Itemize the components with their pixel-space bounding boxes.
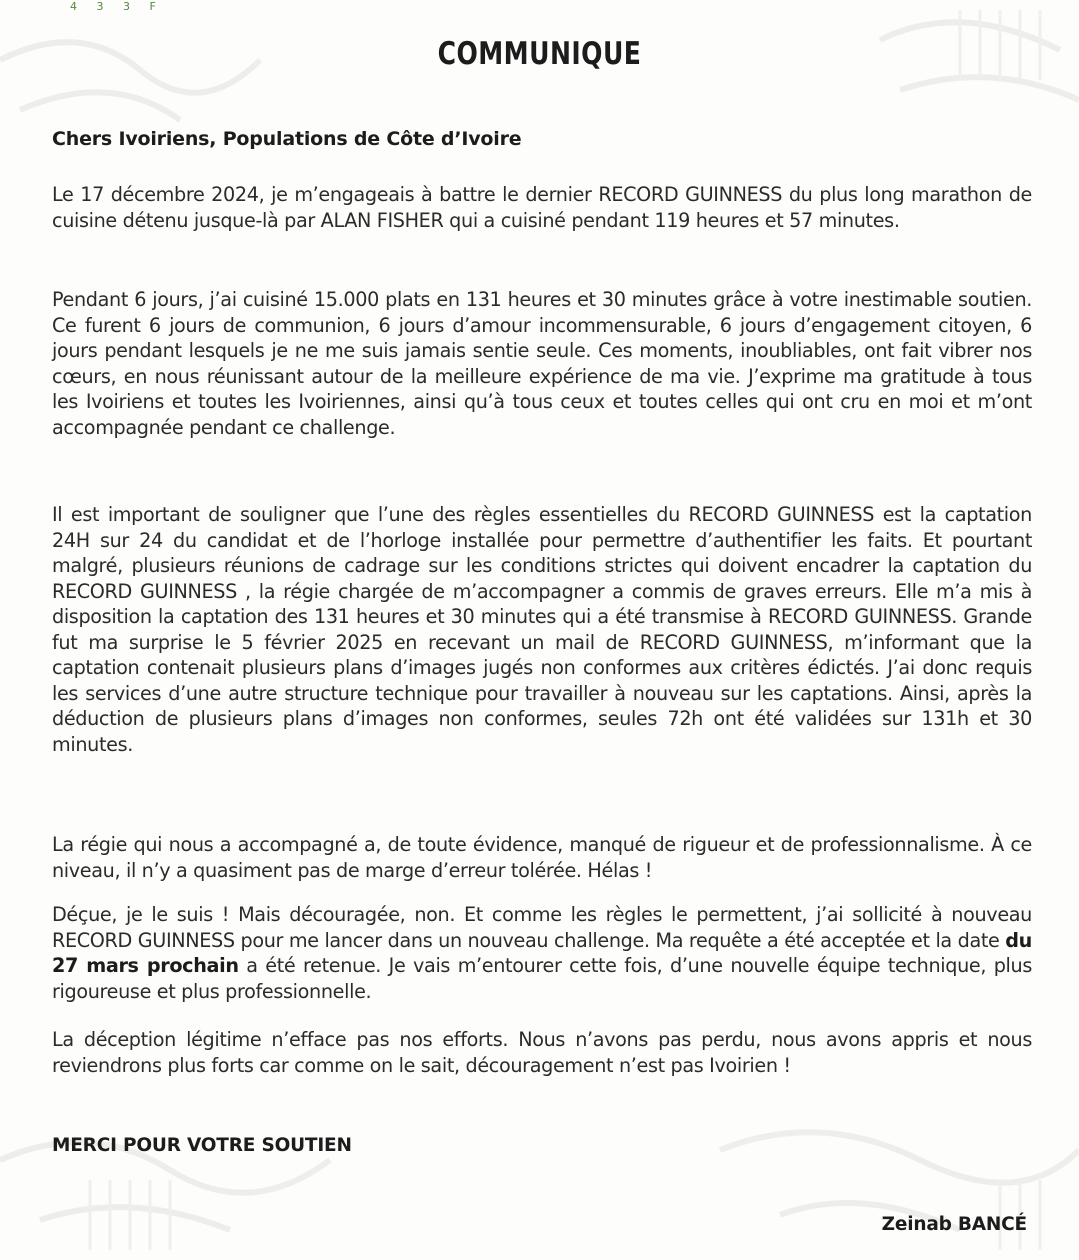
page-title: COMMUNIQUE <box>437 36 642 72</box>
logo-fragment: 4 3 3 F <box>70 0 164 13</box>
salutation: Chers Ivoiriens, Populations de Côte d’Ivoire <box>52 128 522 150</box>
closing-thanks: MERCI POUR VOTRE SOUTIEN <box>52 1135 352 1156</box>
paragraph-5 <box>52 902 1032 1004</box>
signature: Zeinab BANCÉ <box>881 1214 1027 1235</box>
paragraph-4: La régie qui nous a accompagné a, de toute évidence, manqué de rigueur et de professionnalisme. À ce niveau, il n’y a quasiment pas de marge d’erreur tolérée. Hélas ! <box>52 833 1032 882</box>
paragraph-2: Pendant 6 jours, j’ai cuisiné 15.000 plats en 131 heures et 30 minutes grâce à votre inestimable soutien. Ce furent 6 jours de communion, 6 jours d’amour incommensurable, 6 jours d’engagement citoyen, 6 jours pendant lesquels je ne me suis jamais sentie seule. Ces moments, inoubliables, ont fait vibrer nos cœurs, en nous réunissant autour de la meilleure expérience de ma vie. J’exprime ma gratitude à tous les Ivoiriens et toutes les Ivoiriennes, ainsi qu’à tous ceux et toutes celles qui ont cru en moi et m’ont accompagnée pendant ce challenge. <box>52 288 1032 439</box>
date-highlight: du 27 mars prochain <box>52 928 1032 977</box>
paragraph-5-part-1: Déçue, je le suis ! Mais découragée, non. Et comme les règles le permettent, j’ai sollicité à nouveau RECORD GUINNESS pour me lancer dans un nouveau challenge. Ma requête a été acceptée et la date <box>52 903 1032 952</box>
paragraph-3: Il est important de souligner que l’une des règles essentielles du RECORD GUINNESS est la captation 24H sur 24 du candidat et de l’horloge installée pour permettre d’authentifier les faits. Et pourtant malgré, plusieurs réunions de cadrage sur les conditions strictes qui doivent encadrer la captation du RECORD GUINNESS , la régie chargée de m’accompagner a commis de graves erreurs. Elle m’a mis à disposition la captation des 131 heures et 30 minutes qui a été transmise à RECORD GUINNESS. Grande fut ma surprise le 5 février 2025 en recevant un mail de RECORD GUINNESS, m’informant que la captation contenait plusieurs plans d’images jugés non conformes aux critères édictés. J’ai donc requis les services d’une autre structure technique pour travailler à nouveau sur les captations. Ainsi, après la déduction de plusieurs plans d’images non conformes, seules 72h ont été validées sur 131h et 30 minutes. <box>52 503 1032 756</box>
paragraph-5-part-2: a été retenue. Je vais m’entourer cette fois, d’une nouvelle équipe technique, plus rigoureuse et plus professionnelle. <box>52 954 1032 1003</box>
paragraph-1: Le 17 décembre 2024, je m’engageais à battre le dernier RECORD GUINNESS du plus long marathon de cuisine détenu jusque-là par ALAN FISHER qui a cuisiné pendant 119 heures et 57 minutes. <box>52 183 1032 232</box>
paragraph-6: La déception légitime n’efface pas nos efforts. Nous n’avons pas perdu, nous avons appris et nous reviendrons plus forts car comme on le sait, découragement n’est pas Ivoirien ! <box>52 1028 1032 1077</box>
